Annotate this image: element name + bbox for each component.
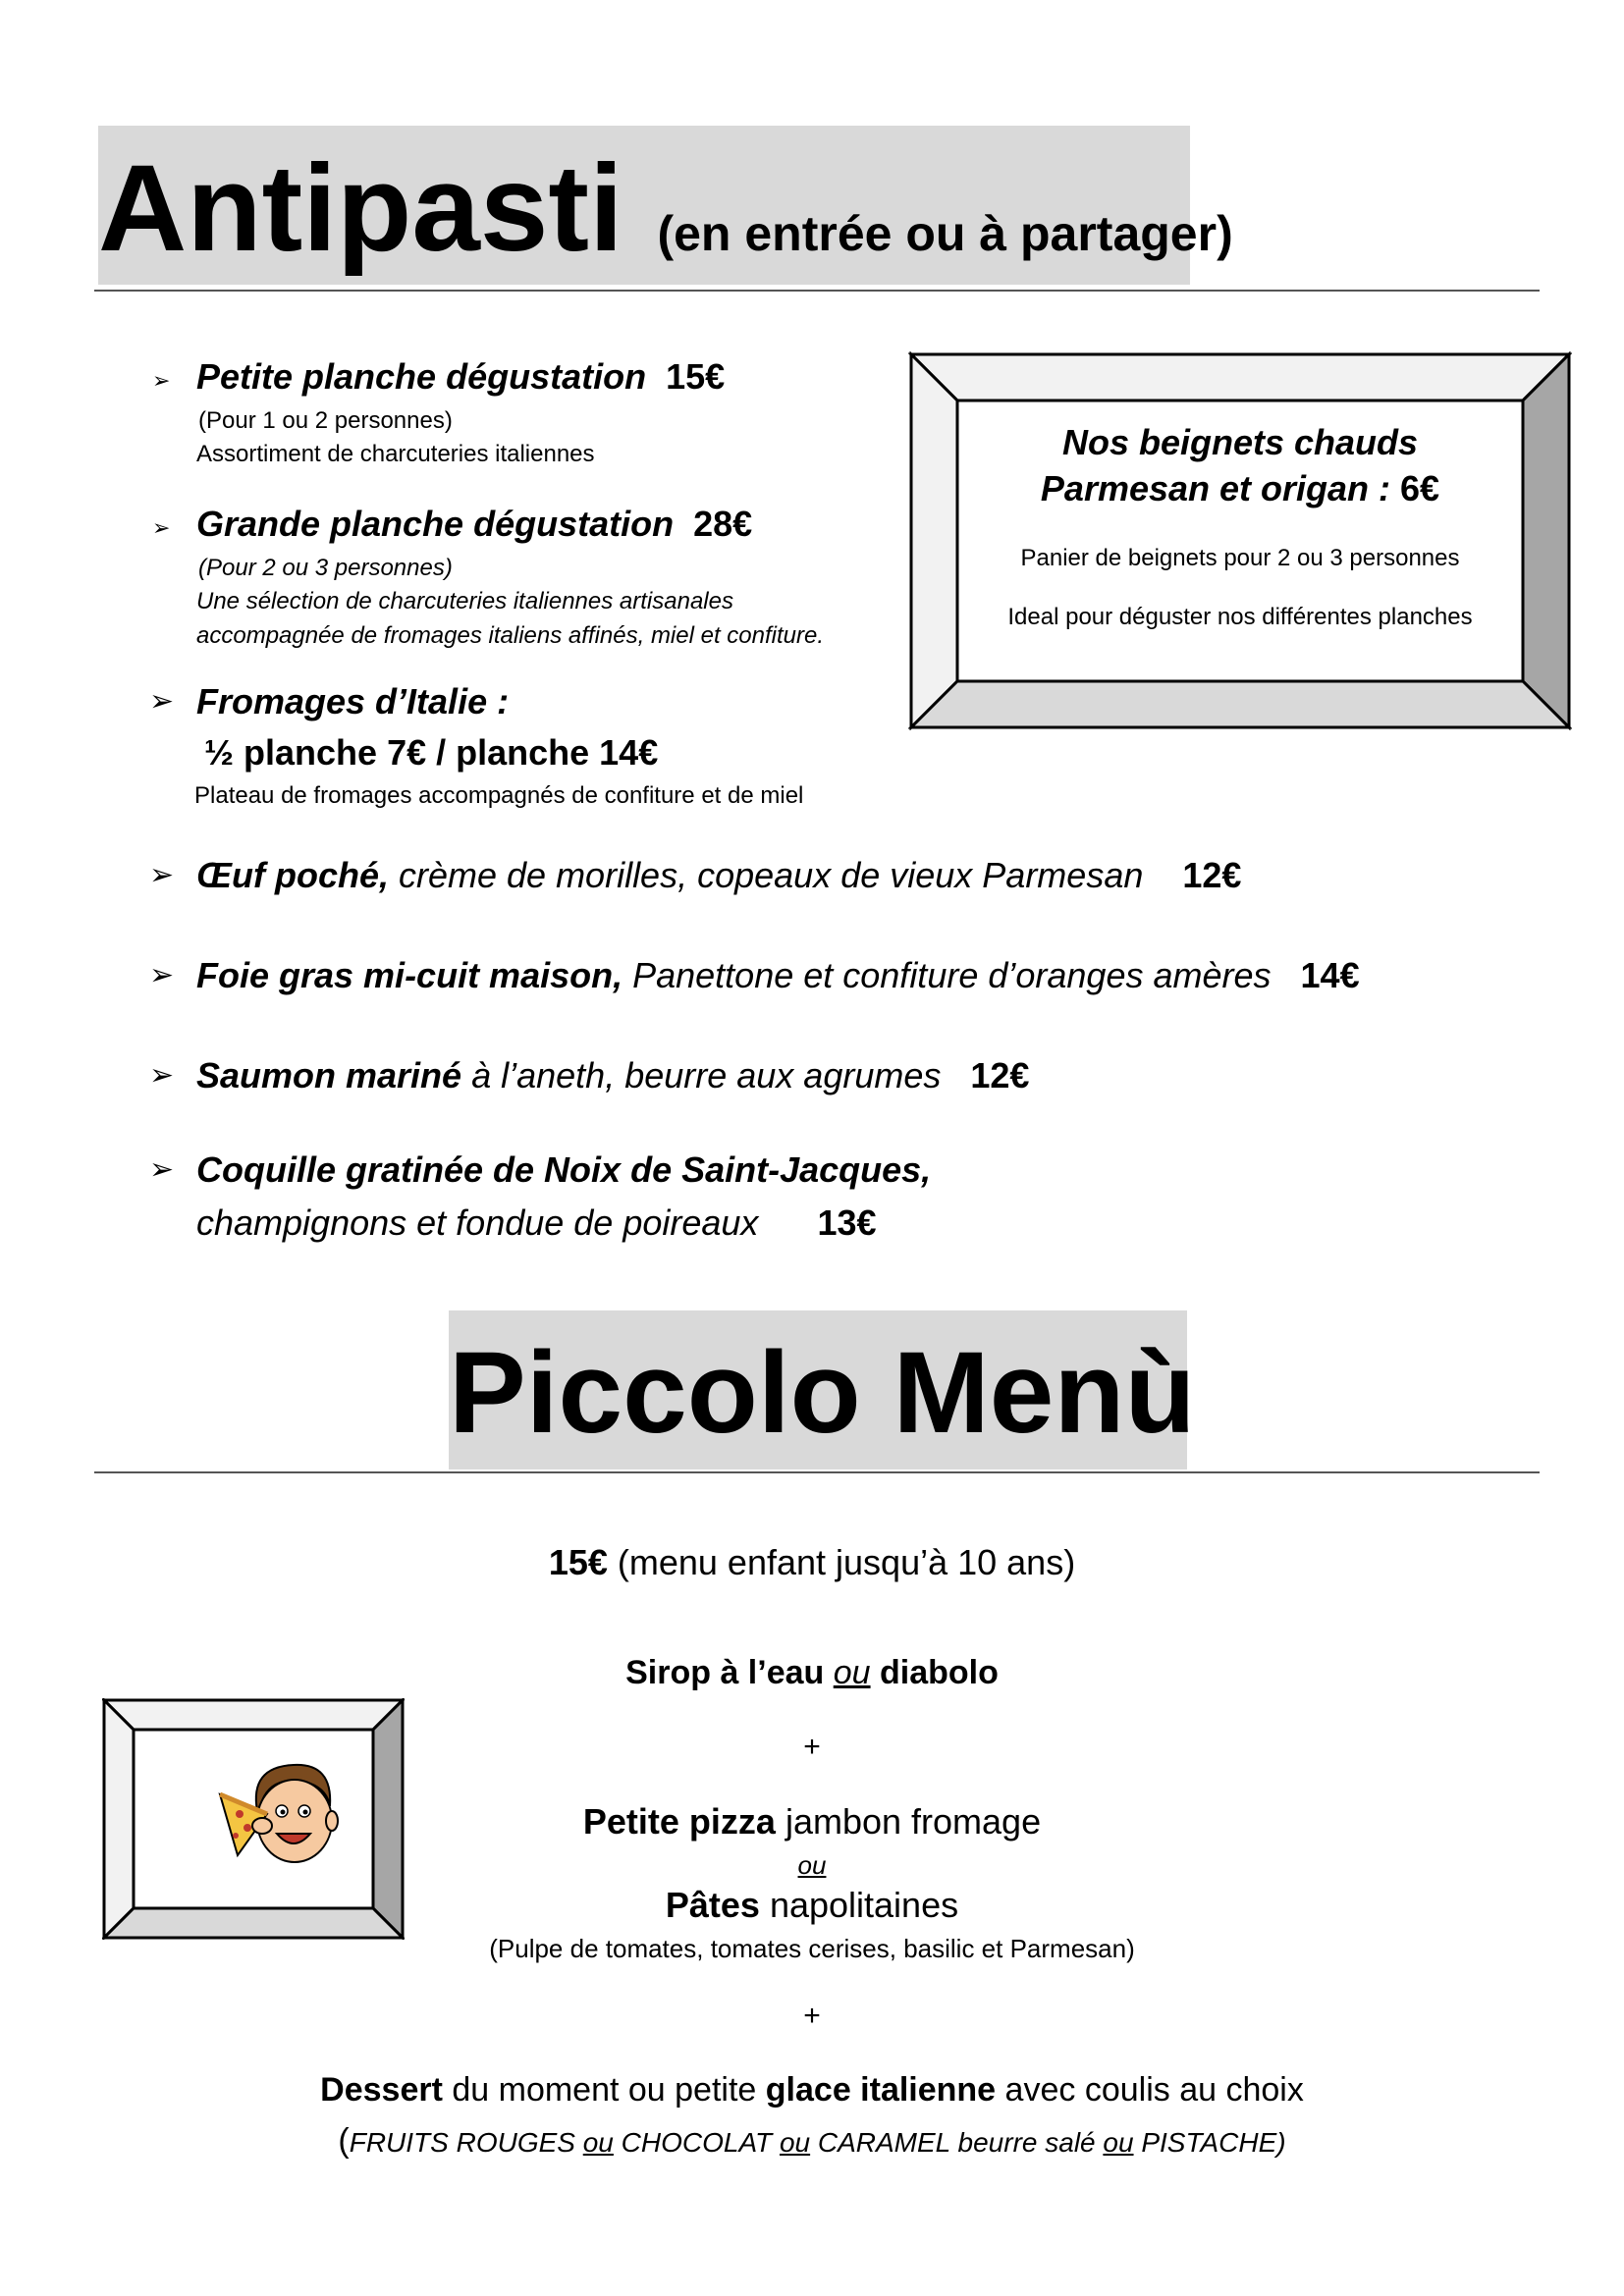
menu-item-desc: (Pour 2 ou 3 personnes) [198, 555, 453, 581]
menu-item-title: Coquille gratinée de Noix de Saint-Jacques, [196, 1149, 932, 1190]
piccolo-main-a: Petite pizza jambon fromage [582, 1801, 1042, 1842]
piccolo-dessert-line: Dessert du moment ou petite glace italienne avec coulis au choix [320, 2071, 1304, 2109]
menu-item-line: Foie gras mi-cuit maison, Panettone et confiture d’oranges amères 14€ [196, 955, 1360, 995]
arrow-bullet-icon: ➢ [152, 516, 171, 541]
antipasti-divider [94, 290, 1540, 292]
piccolo-title: Piccolo Menù [449, 1328, 1196, 1458]
arrow-bullet-icon: ➢ [149, 1152, 175, 1187]
menu-item-title: Grande planche dégustation 28€ [196, 504, 753, 544]
piccolo-flavors-line: (FRUITS ROUGES ou CHOCOLAT ou CARAMEL beurre salé ou PISTACHE) [338, 2122, 1286, 2160]
arrow-bullet-icon: ➢ [149, 1058, 175, 1093]
beignets-desc-2: Ideal pour déguster nos différentes planches [1007, 604, 1473, 630]
arrow-bullet-icon: ➢ [149, 958, 175, 992]
piccolo-drink-line: Sirop à l’eau ou diabolo [625, 1654, 999, 1691]
antipasti-title-row [98, 140, 1233, 277]
piccolo-main-b-note: (Pulpe de tomates, tomates cerises, basilic et Parmesan) [489, 1934, 1135, 1963]
menu-item-line: Œuf poché, crème de morilles, copeaux de vieux Parmesan 12€ [196, 855, 1242, 895]
menu-item-title: Petite planche dégustation 15€ [196, 356, 726, 397]
antipasti-subtitle: (en entrée ou à partager) [657, 206, 1233, 261]
beignets-frame [908, 351, 1572, 730]
menu-item-desc: accompagnée de fromages italiens affinés, miel et confiture. [196, 622, 825, 649]
piccolo-divider [94, 1471, 1540, 1473]
piccolo-main-or: ou [797, 1850, 827, 1880]
antipasti-title: Antipasti [98, 140, 623, 277]
plus-sign: + [803, 2000, 821, 2032]
menu-item-desc: (Pour 1 ou 2 personnes) [198, 407, 453, 434]
arrow-bullet-icon: ➢ [152, 369, 171, 394]
plus-sign: + [803, 1731, 821, 1763]
menu-item-price-line: ½ planche 7€ / planche 14€ [204, 732, 659, 773]
piccolo-price-line: 15€ (menu enfant jusqu’à 10 ans) [548, 1542, 1076, 1582]
menu-item-desc: Assortiment de charcuteries italiennes [196, 441, 595, 467]
beignets-title-1: Nos beignets chauds [1061, 422, 1419, 462]
menu-item-line: champignons et fondue de poireaux 13€ [196, 1202, 877, 1243]
arrow-bullet-icon: ➢ [149, 684, 175, 719]
beignets-title-2: Parmesan et origan : 6€ [1040, 468, 1440, 508]
menu-item-desc: Une sélection de charcuteries italiennes artisanales [196, 588, 733, 614]
menu-item-desc: Plateau de fromages accompagnés de confiture et de miel [194, 782, 804, 809]
piccolo-main-b: Pâtes napolitaines [665, 1885, 959, 1925]
beignets-desc-1: Panier de beignets pour 2 ou 3 personnes [1020, 545, 1460, 571]
arrow-bullet-icon: ➢ [149, 858, 175, 892]
menu-item-title: Fromages d’Italie : [196, 681, 510, 721]
menu-item-line: Saumon mariné à l’aneth, beurre aux agrumes 12€ [196, 1055, 1030, 1095]
